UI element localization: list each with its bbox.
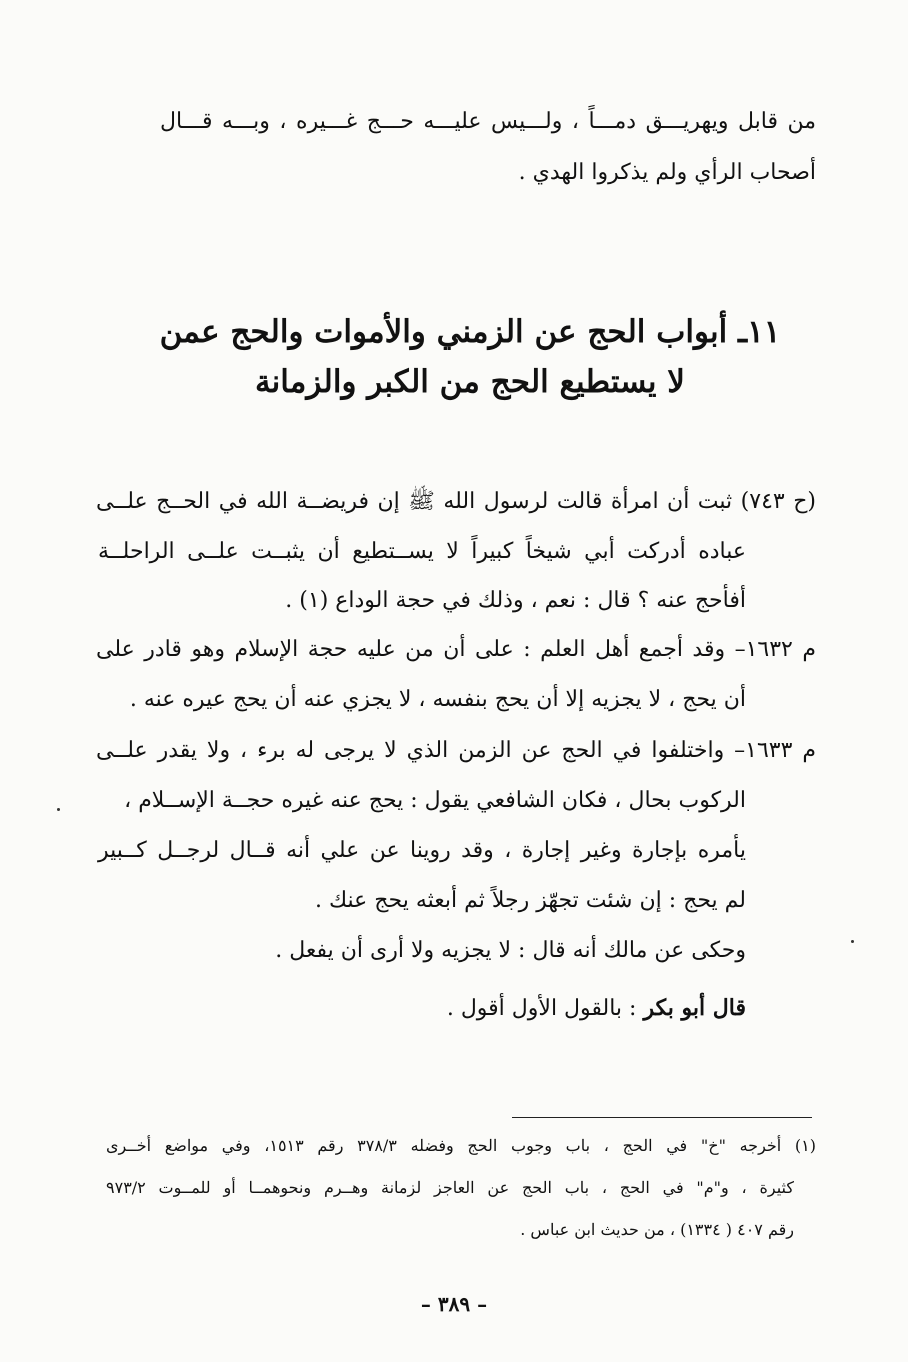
hadith-line: (ح ٧٤٣) ثبت أن امرأة قالت لرسول الله ﷺ إن فريضــة الله في الحــج علــى (96, 489, 816, 514)
masala-line: م ١٦٣٢– وقد أجمع أهل العلم : على أن من عليه حجة الإسلام وهو قادر على (96, 637, 816, 662)
masala-line: لم يحج : إن شئت تجهّز رجلاً ثم أبعثه يحج عنك . (315, 888, 746, 913)
masala-line: الركوب بحال ، فكان الشافعي يقول : يحج عنه غيره حجــة الإســلام ، (124, 788, 746, 813)
masala-line: وحكى عن مالك أنه قال : لا يجزيه ولا أرى أن يفعل . (275, 938, 746, 963)
scan-speck (57, 808, 60, 811)
chapter-heading: ١١ـ أبواب الحج عن الزمني والأموات والحج عمن (159, 314, 781, 350)
paragraph-line: من قابل ويهريـــق دمـــاً ، ولـــيس عليـــه حـــج غـــيره ، وبـــه قـــال (160, 109, 816, 134)
scan-speck (851, 940, 854, 943)
footnote-line: كثيرة ، و"م" في الحج ، باب الحج عن العاجز لزمانة وهــرم ونحوهمــا أو للمــوت ٩٧٣/٢ (106, 1178, 794, 1197)
paragraph-line: أصحاب الرأي ولم يذكروا الهدي . (518, 160, 816, 185)
masala-line: يأمره بإجارة وغير إجارة ، وقد روينا عن علي أنه قــال لرجــل كــبير (98, 838, 746, 863)
masala-line: أن يحج ، لا يجزيه إلا أن يحج بنفسه ، لا يجزي عنه أن يحج عيره عنه . (129, 687, 746, 712)
conclusion-text: : بالقول الأول أقول . (446, 996, 644, 1021)
conclusion-line (447, 990, 746, 1027)
hadith-line: أفأحج عنه ؟ قال : نعم ، وذلك في حجة الوداع (١) . (285, 588, 746, 613)
conclusion-speaker: قال أبو بكر (643, 995, 746, 1021)
footnote-line: (١) أخرجه "خ" في الحج ، باب وجوب الحج وفضله ٣٧٨/٣ رقم ١٥١٣، وفي مواضع أخــرى (106, 1136, 817, 1155)
masala-line: م ١٦٣٣– واختلفوا في الحج عن الزمن الذي لا يرجى له برء ، ولا يقدر علــى (96, 738, 816, 763)
chapter-heading: لا يستطيع الحج من الكبر والزمانة (255, 364, 685, 400)
hadith-line: عباده أدركت أبي شيخاً كبيراً لا يســتطيع أن يثبــت علــى الراحلــة (98, 539, 746, 564)
footnote-line: رقم ٤٠٧ ( ١٣٣٤) ، من حديث ابن عباس . (520, 1220, 794, 1239)
footnote-separator (512, 1117, 812, 1118)
page-number: – ٣٨٩ – (420, 1292, 488, 1316)
